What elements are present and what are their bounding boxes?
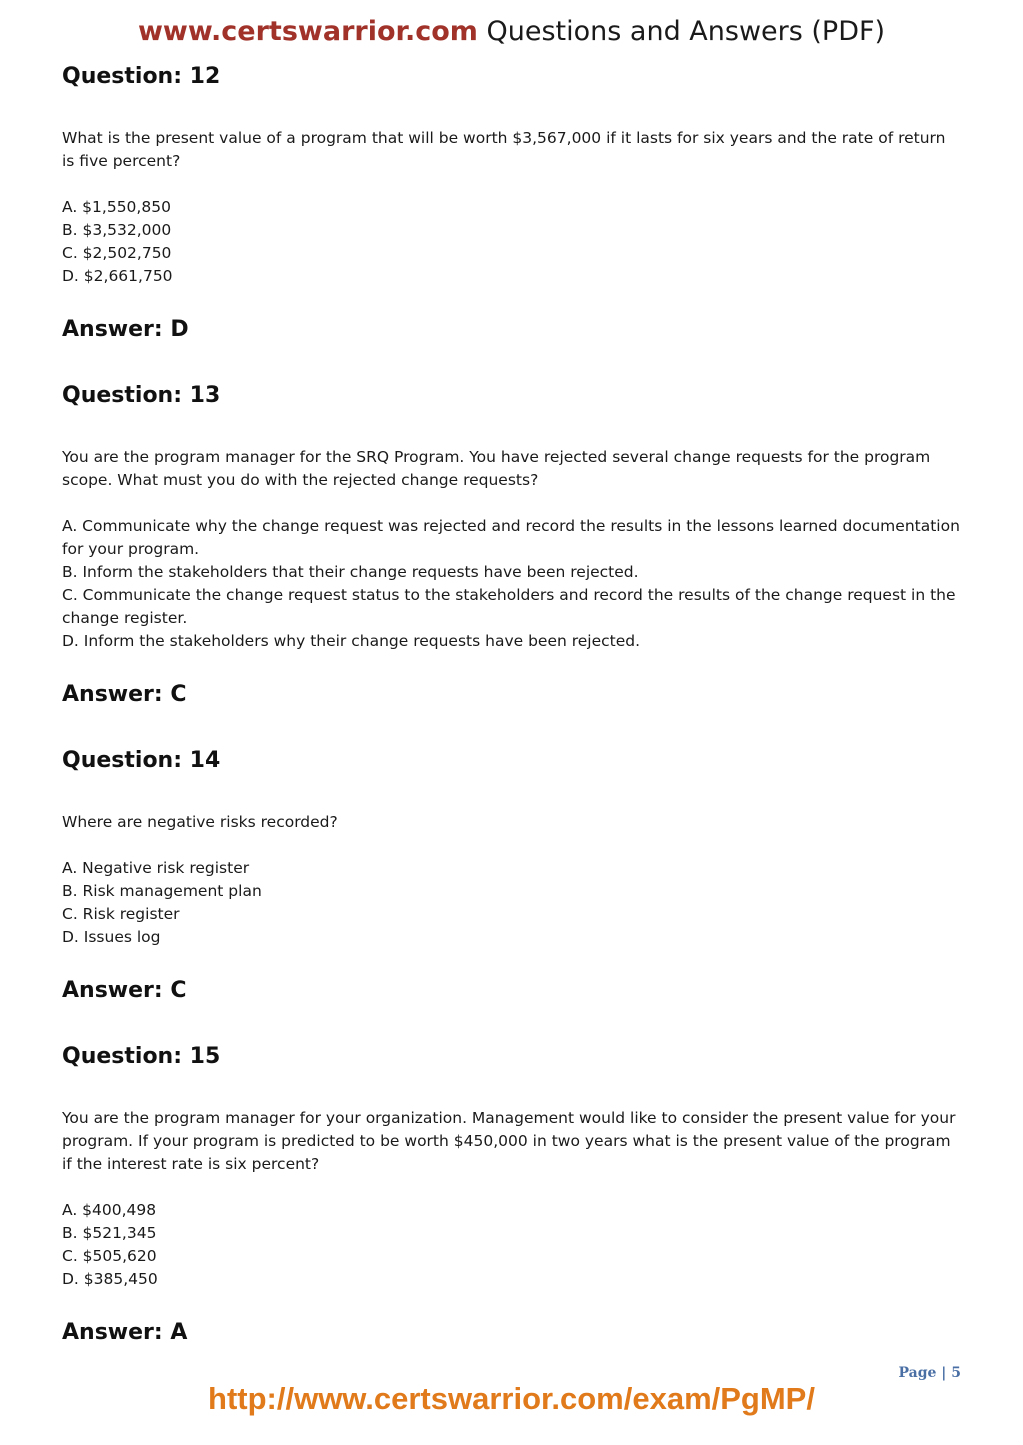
question-text: What is the present value of a program that will be worth $3,567,000 if it lasts for six years and the rate of return is five percent?	[62, 129, 946, 170]
question-title: Question: 12	[62, 64, 221, 89]
question-title: Question: 15	[62, 1044, 221, 1069]
option-d: D. Inform the stakeholders why their change requests have been rejected.	[62, 632, 641, 650]
answer-label: Answer: A	[62, 1320, 188, 1345]
question-block-12	[62, 62, 962, 345]
option-b: B. Inform the stakeholders that their change requests have been rejected.	[62, 563, 639, 581]
footer-exam-link[interactable]: http://www.certswarrior.com/exam/PgMP/	[208, 1381, 815, 1416]
question-title: Question: 14	[62, 748, 221, 773]
option-list	[62, 834, 962, 949]
option-b: B. Risk management plan	[62, 882, 262, 900]
page-number: Page | 5	[898, 1365, 961, 1381]
option-a: A. $400,498	[62, 1201, 157, 1219]
question-title: Question: 13	[62, 383, 221, 408]
option-c: C. $505,620	[62, 1247, 157, 1265]
question-block-13	[62, 381, 962, 710]
option-b: B. $3,532,000	[62, 221, 172, 239]
answer-label: Answer: D	[62, 317, 189, 342]
header-site-link[interactable]: www.certswarrior.com	[137, 16, 478, 47]
answer-label: Answer: C	[62, 682, 187, 707]
question-text: You are the program manager for your organization. Management would like to consider the present value for your program. If your program is predicted to be worth $450,000 in two years what is the present value of the program if the interest rate is six percent?	[62, 1109, 956, 1173]
option-d: D. $2,661,750	[62, 267, 173, 285]
question-block-14	[62, 746, 962, 1006]
header-title: Questions and Answers (PDF)	[477, 16, 886, 47]
option-a: A. $1,550,850	[62, 198, 171, 216]
option-c: C. Risk register	[62, 905, 180, 923]
option-d: D. Issues log	[62, 928, 161, 946]
option-c: C. $2,502,750	[62, 244, 172, 262]
question-list	[62, 62, 962, 1348]
option-list	[62, 1176, 962, 1291]
option-a: A. Communicate why the change request was rejected and record the results in the lessons learned documentation for your program.	[62, 517, 960, 558]
option-list	[62, 173, 962, 288]
answer-label: Answer: C	[62, 978, 187, 1003]
question-block-15	[62, 1042, 962, 1348]
question-text: Where are negative risks recorded?	[62, 813, 338, 831]
option-d: D. $385,450	[62, 1270, 158, 1288]
question-text: You are the program manager for the SRQ Program. You have rejected several change requests for the program scope. What must you do with the rejected change requests?	[62, 448, 931, 489]
option-b: B. $521,345	[62, 1224, 157, 1242]
option-a: A. Negative risk register	[62, 859, 250, 877]
option-c: C. Communicate the change request status to the stakeholders and record the results of the change request in the change register.	[62, 586, 956, 627]
page-header	[0, 14, 1023, 50]
option-list	[62, 492, 962, 653]
